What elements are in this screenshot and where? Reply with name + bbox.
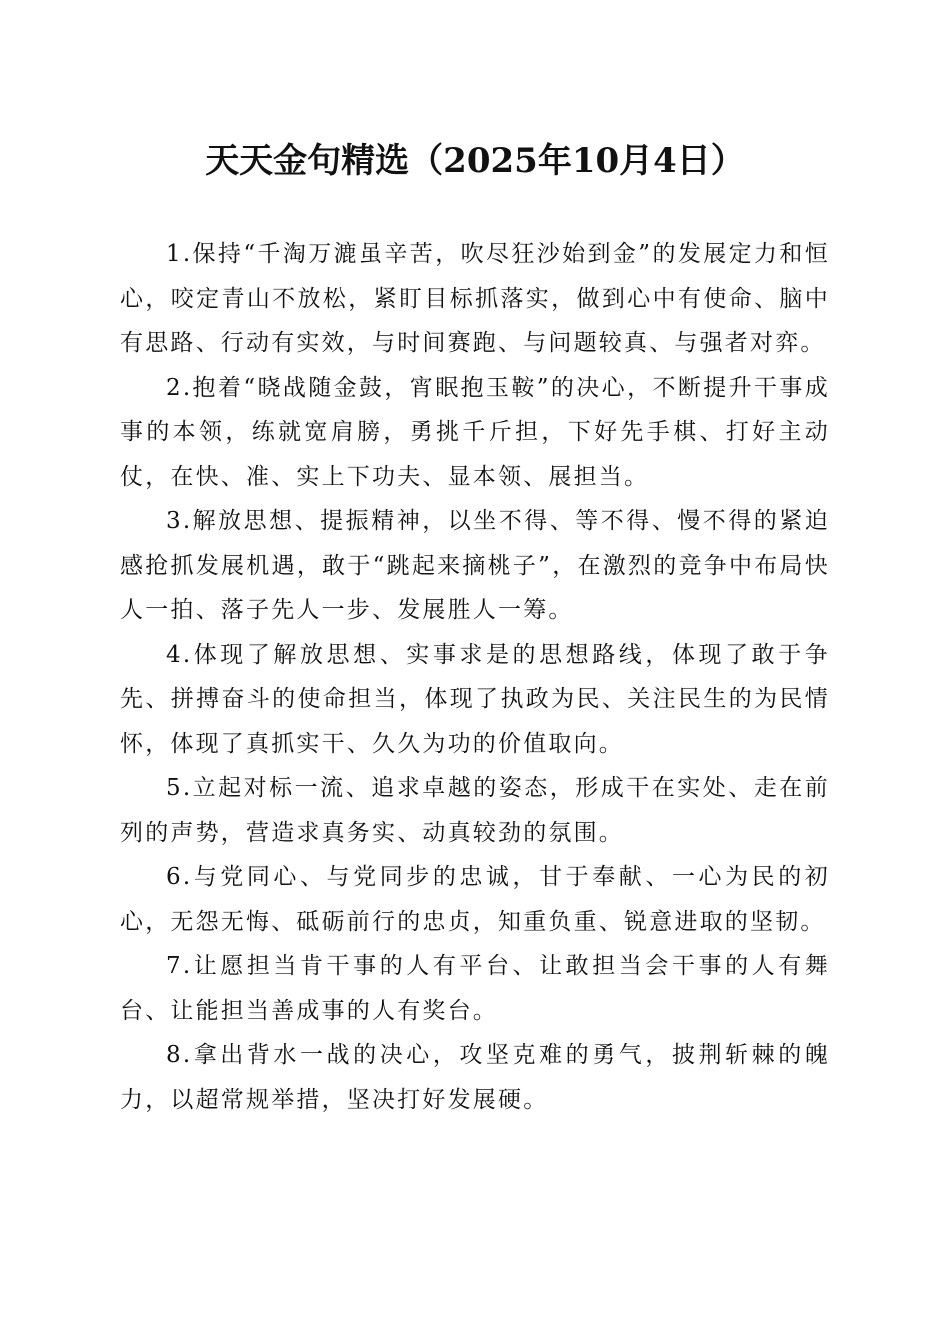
paragraph-1: 1.保持“千淘万漉虽辛苦，吹尽狂沙始到金”的发展定力和恒心，咬定青山不放松，紧盯目标抓落实，做到心中有使命、脑中有思路、行动有实效，与时间赛跑、与问题较真、与强者对弈。: [120, 241, 830, 356]
paragraph-5: 5.立起对标一流、追求卓越的姿态，形成干在实处、走在前列的声势，营造求真务实、动真较劲的氛围。: [120, 775, 830, 846]
paragraph-7: 7.让愿担当肯干事的人有平台、让敢担当会干事的人有舞台、让能担当善成事的人有奖台。: [120, 953, 830, 1024]
paragraph-8: 8.拿出背水一战的决心，攻坚克难的勇气，披荆斩棘的魄力，以超常规举措，坚决打好发展硬。: [120, 1042, 830, 1113]
document-title: 天天金句精选（2025年10月4日）: [205, 141, 745, 181]
paragraph-4: 4.体现了解放思想、实事求是的思想路线，体现了敢于争先、拼搏奋斗的使命担当，体现了执政为民、关注民生的为民情怀，体现了真抓实干、久久为功的价值取向。: [120, 641, 830, 757]
paragraph-2: 2.抱着“晓战随金鼓，宵眠抱玉鞍”的决心，不断提升干事成事的本领，练就宽肩膀，勇挑千斤担，下好先手棋、打好主动仗，在快、准、实上下功夫、显本领、展担当。: [120, 374, 830, 490]
paragraph-6: 6.与党同心、与党同步的忠诚，甘于奉献、一心为民的初心，无怨无悔、砥砺前行的忠贞，知重负重、锐意进取的坚韧。: [120, 864, 830, 935]
document-body: [120, 232, 830, 1122]
paragraph-3: 3.解放思想、提振精神，以坐不得、等不得、慢不得的紧迫感抢抓发展机遇，敢于“跳起来摘桃子”，在激烈的竞争中布局快人一拍、落子先人一步、发展胜人一筹。: [120, 508, 830, 623]
